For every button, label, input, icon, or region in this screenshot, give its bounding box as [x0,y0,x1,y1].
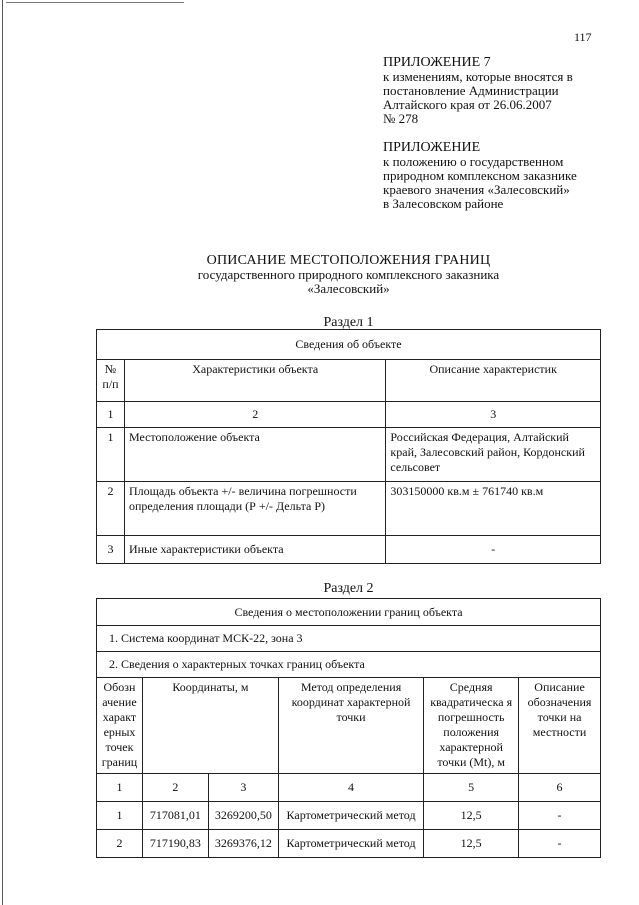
index-cell: 2 [124,402,385,428]
document-title-main: ОПИСАНИЕ МЕСТОПОЛОЖЕНИЯ ГРАНИЦ [206,253,491,268]
row-number: 1 [97,428,125,482]
row-characteristic: Местоположение объекта [124,428,385,482]
boundary-points-table [96,598,601,858]
row-description: Российская Федерация, Алтайский край, Залесовский район, Кордонский сельсовет [386,428,601,482]
appendix-7-line: № 278 [383,111,419,126]
table-row [97,428,601,482]
appendix-line: природном комплексном заказнике [383,168,577,183]
appendix-line: краевого значения «Залесовский» [383,182,570,197]
index-cell: 3 [208,774,278,802]
row-description: 303150000 кв.м ± 761740 кв.м [386,482,601,536]
page-edge-line [2,0,3,905]
appendix-7-line: Алтайского края от 26.06.2007 [383,97,552,112]
coordinate-system-line: 1. Система координат МСК-22, зона 3 [97,626,601,652]
index-cell: 3 [386,402,601,428]
row-number: 2 [97,482,125,536]
method: Картометрический метод [278,830,423,858]
index-cell: 5 [424,774,519,802]
column-header: Описание обозначения точки на местности [519,678,601,774]
point-description: - [519,830,601,858]
column-header: Средняя квадратическа я погрешность положения характерной точки (Mt), м [424,678,519,774]
row-description: - [386,536,601,564]
appendix-7-line: постановление Администрации [383,83,559,98]
section-1-title: Раздел 1 [323,315,374,330]
index-cell: 6 [519,774,601,802]
table-header: Сведения об объекте [97,330,601,360]
appendix-7-block [383,56,623,126]
coord-x: 717190,83 [142,830,208,858]
point-id: 1 [97,802,143,830]
column-header: Координаты, м [142,678,278,774]
row-number: 3 [97,536,125,564]
document-title-sub: государственного природного комплексного заказника [197,267,500,282]
points-info-line: 2. Сведения о характерных точках границ объекта [97,652,601,678]
table-row [97,802,601,830]
appendix-7-title: ПРИЛОЖЕНИЕ 7 [383,55,491,70]
appendix-title: ПРИЛОЖЕНИЕ [383,140,481,155]
index-cell: 4 [278,774,423,802]
index-cell: 2 [142,774,208,802]
coord-y: 3269376,12 [208,830,278,858]
table-row [97,482,601,536]
method: Картометрический метод [278,802,423,830]
page-number: 117 [574,30,592,44]
appendix-block [383,141,623,211]
coord-x: 717081,01 [142,802,208,830]
column-header: Метод определения координат характерной точки [278,678,423,774]
error: 12,5 [424,830,519,858]
column-header: Описание характеристик [386,360,601,402]
error: 12,5 [424,802,519,830]
document-title [96,254,601,296]
page-top-line [6,2,184,3]
point-id: 2 [97,830,143,858]
column-header: № п/п [97,360,125,402]
appendix-line: в Залесовском районе [383,196,504,211]
point-description: - [519,802,601,830]
index-cell: 1 [97,402,125,428]
column-header: Характеристики объекта [124,360,385,402]
appendix-7-line: к изменениям, которые вносятся в [383,69,573,84]
row-characteristic: Площадь объекта +/- величина погрешности определения площади (Р +/- Дельта Р) [124,482,385,536]
column-header: Обозн ачение характ ерных точек границ [97,678,143,774]
section-2-title: Раздел 2 [323,581,374,596]
table-row [97,536,601,564]
object-info-table [96,329,601,564]
row-characteristic: Иные характеристики объекта [124,536,385,564]
coord-y: 3269200,50 [208,802,278,830]
table-header: Сведения о местоположении границ объекта [97,599,601,626]
appendix-line: к положению о государственном [383,154,564,169]
index-cell: 1 [97,774,143,802]
table-row [97,830,601,858]
document-title-sub: «Залесовский» [307,281,390,296]
